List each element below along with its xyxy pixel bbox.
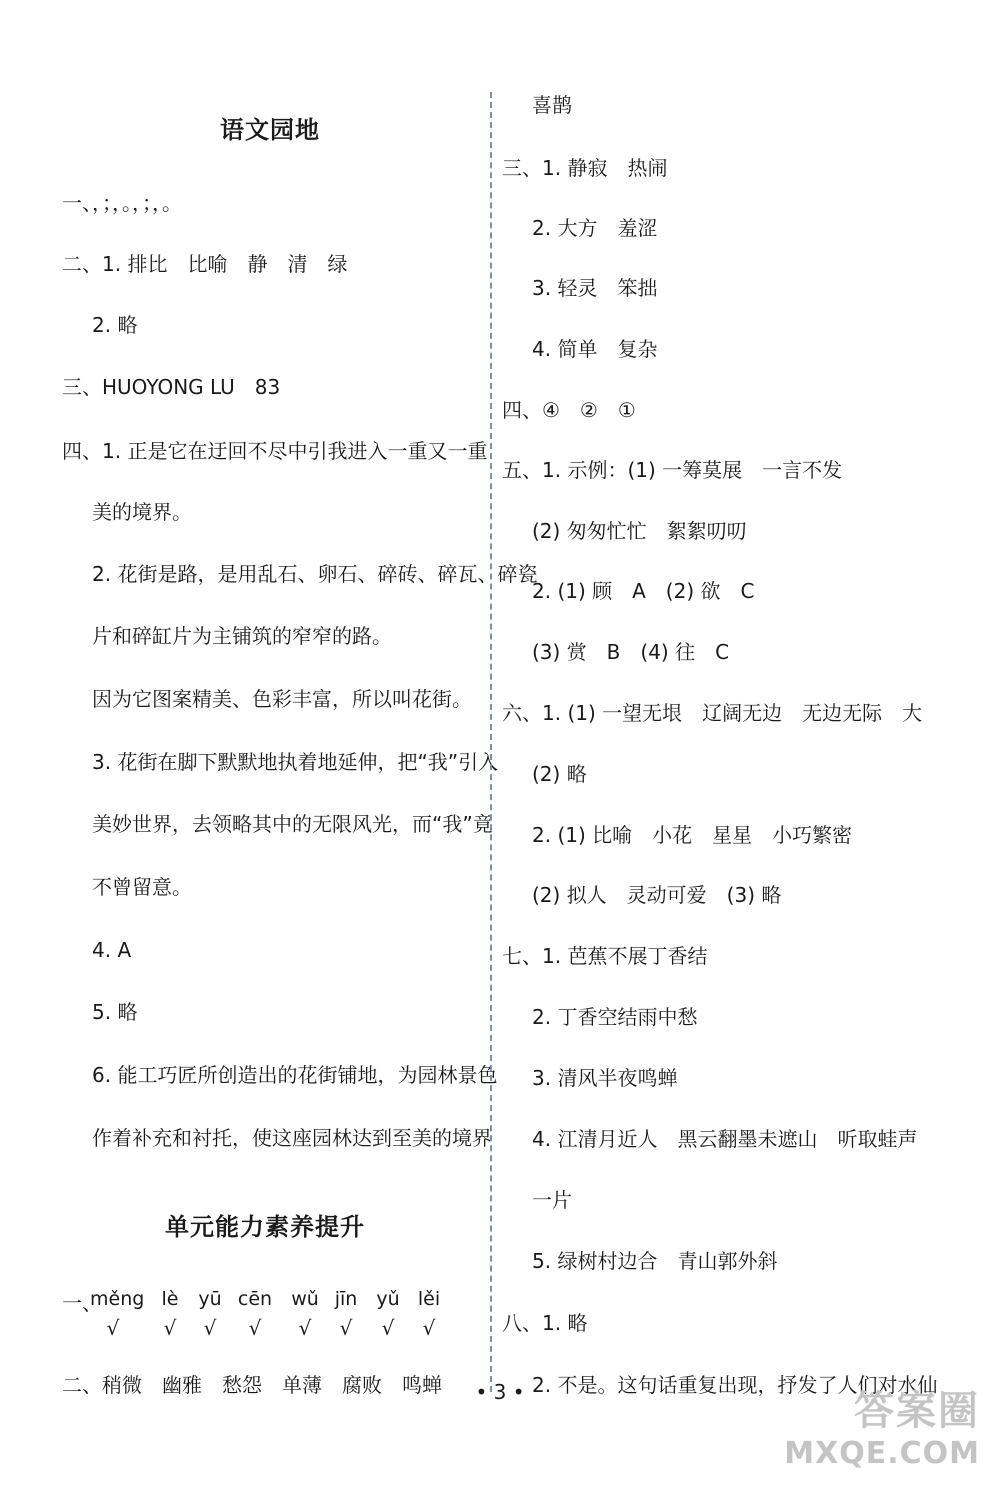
- answer-line: 因为它图案精美、色彩丰富，所以叫花街。: [92, 687, 472, 711]
- answer-line: 美的境界。: [92, 500, 192, 524]
- pinyin-item: jīn: [334, 1288, 358, 1310]
- pinyin-prefix: 一、: [62, 1291, 102, 1315]
- pinyin-item: yǔ: [376, 1288, 400, 1310]
- pinyin-item: cēn: [237, 1288, 273, 1310]
- section-title-unit-improvement: 单元能力素养提升: [165, 1213, 365, 1241]
- answer-line: 三、1. 静寂 热闹: [502, 156, 668, 180]
- section-title-yuwen-yuandi: 语文园地: [220, 116, 320, 144]
- answer-line: 3. 轻灵 笨拙: [532, 276, 658, 300]
- answer-line: 喜鹊: [532, 93, 572, 117]
- answer-line: 2. (1) 比喻 小花 星星 小巧繁密: [532, 823, 853, 847]
- pinyin-item: yū: [198, 1288, 222, 1310]
- column-divider: [490, 92, 492, 1392]
- pinyin-item: lěi: [417, 1288, 441, 1310]
- answer-line: 六、1. (1) 一望无垠 辽阔无边 无边无际 大: [502, 701, 923, 725]
- answer-line: 2. 大方 羞涩: [532, 216, 658, 240]
- answer-line: 2. 花街是路，是用乱石、卵石、碎砖、碎瓦、碎瓷: [92, 562, 538, 586]
- answer-line: 八、1. 略: [502, 1311, 588, 1335]
- answer-line: 二、1. 排比 比喻 静 清 绿: [62, 252, 348, 276]
- pinyin-item: měng: [90, 1288, 145, 1310]
- check-mark: √: [422, 1316, 436, 1340]
- page-number: • 3 •: [475, 1380, 525, 1404]
- answer-line: 5. 略: [92, 1000, 138, 1024]
- answer-line: 3. 花街在脚下默默地执着地延伸，把“我”引入: [92, 750, 499, 774]
- answer-line: 2. 不是。这句话重复出现，抒发了人们对水仙: [532, 1373, 938, 1397]
- check-mark: √: [163, 1316, 177, 1340]
- answer-line: 二、稍微 幽雅 愁怨 单薄 腐败 鸣蝉: [62, 1373, 442, 1397]
- answer-line: (2) 略: [532, 762, 587, 786]
- pinyin-item: lè: [161, 1288, 179, 1310]
- check-mark: √: [381, 1316, 395, 1340]
- answer-line: 片和碎缸片为主铺筑的窄窄的路。: [92, 624, 392, 648]
- answer-line: 美妙世界，去领略其中的无限风光，而“我”竟: [92, 812, 493, 836]
- answer-line: 不曾留意。: [92, 875, 192, 899]
- answer-line: (3) 赏 B (4) 往 C: [532, 640, 730, 664]
- answer-line: 2. (1) 顾 A (2) 欲 C: [532, 579, 755, 603]
- answer-line: 七、1. 芭蕉不展丁香结: [502, 944, 708, 968]
- watermark-top: 答案圈: [854, 1388, 980, 1434]
- answer-line: 四、④ ② ①: [502, 398, 636, 422]
- answer-line: 2. 略: [92, 313, 138, 337]
- answer-line: 4. 江清月近人 黑云翻墨未遮山 听取蛙声: [532, 1127, 918, 1151]
- check-mark: √: [339, 1316, 353, 1340]
- answer-line: 2. 丁香空结雨中愁: [532, 1005, 698, 1029]
- answer-line: 五、1. 示例：(1) 一筹莫展 一言不发: [502, 458, 843, 482]
- answer-line: 4. 简单 复杂: [532, 337, 658, 361]
- check-mark: √: [298, 1316, 312, 1340]
- answer-line: (2) 匆匆忙忙 絮絮叨叨: [532, 519, 747, 543]
- check-mark: √: [248, 1316, 262, 1340]
- answer-line: (2) 拟人 灵动可爱 (3) 略: [532, 883, 782, 907]
- answer-line: 6. 能工巧匠所创造出的花街铺地，为园林景色: [92, 1063, 498, 1087]
- answer-line: 三、HUOYONG LU 83: [62, 375, 281, 399]
- check-mark: √: [203, 1316, 217, 1340]
- answer-line: 作着补充和衬托，使这座园林达到至美的境界: [92, 1126, 492, 1150]
- answer-line: 3. 清风半夜鸣蝉: [532, 1066, 678, 1090]
- answer-line: 一、，；，。，；，。: [62, 191, 182, 215]
- answer-line: 5. 绿树村边合 青山郭外斜: [532, 1249, 778, 1273]
- answer-line: 4. A: [92, 938, 132, 962]
- pinyin-item: wǔ: [291, 1288, 319, 1310]
- answer-line: 四、1. 正是它在迂回不尽中引我进入一重又一重: [62, 439, 488, 463]
- check-mark: √: [106, 1316, 120, 1340]
- answer-line: 一片: [532, 1188, 572, 1212]
- watermark-bottom: MXQE.COM: [784, 1436, 980, 1471]
- watermark-logo: [784, 1379, 980, 1471]
